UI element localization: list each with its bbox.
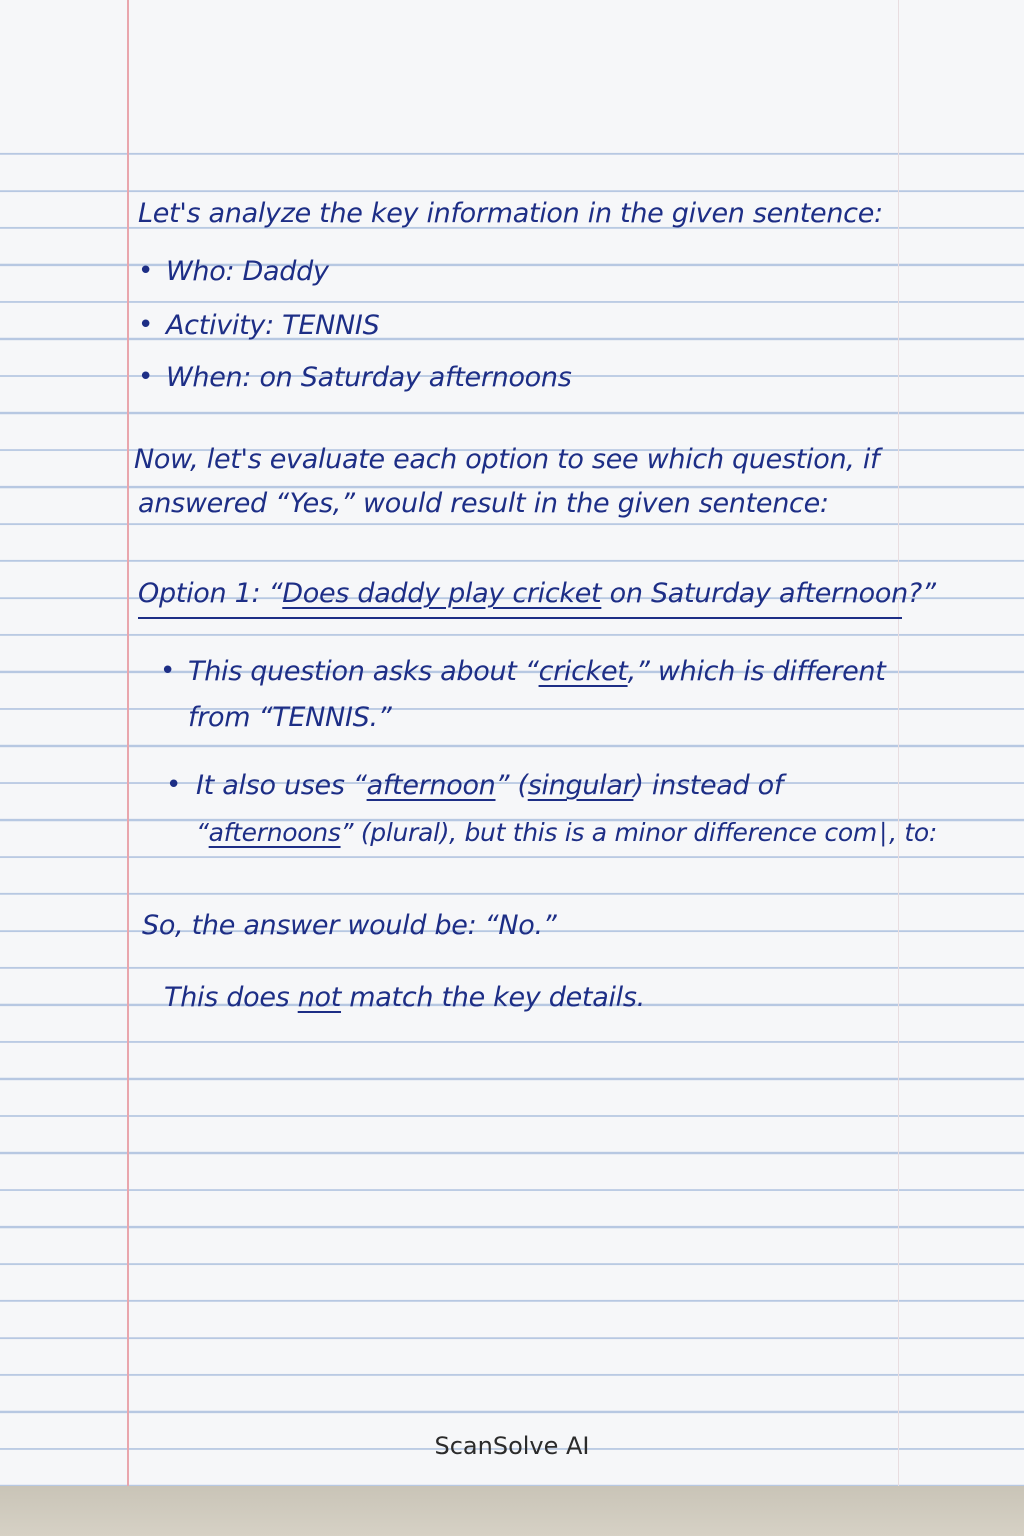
- key-info-label: When: [166, 362, 243, 393]
- option-question-main: Does daddy play cricket: [282, 578, 602, 609]
- analysis-bullet-1: [188, 656, 886, 687]
- analysis-underlined-word: cricket: [538, 656, 628, 687]
- analysis-text: It also uses “: [196, 770, 367, 801]
- evaluate-text-line1: Now, let's evaluate each option to see which question, if: [134, 444, 880, 475]
- analysis-text: “: [196, 818, 209, 847]
- key-info-who: Who: Daddy: [166, 256, 329, 287]
- key-info-label: Who: [166, 256, 226, 287]
- conclusion-text: So, the answer would be: “No.”: [142, 910, 557, 941]
- analysis-text: ) instead of: [633, 770, 784, 801]
- bullet-icon: •: [138, 256, 154, 286]
- analysis-text: This question asks about “: [188, 656, 539, 687]
- mismatch-pre: This does: [164, 982, 298, 1013]
- key-info-value: on Saturday afternoons: [259, 362, 572, 393]
- key-info-value: Daddy: [242, 256, 329, 287]
- option-heading: [138, 578, 936, 609]
- analysis-underlined-word: afternoons: [208, 818, 341, 847]
- option-question-rest: on Saturday afternoon?”: [609, 578, 936, 609]
- intro-text: Let's analyze the key information in the given sentence:: [138, 198, 883, 229]
- analysis-text: ” (: [495, 770, 528, 801]
- mismatch-post: match the key details.: [341, 982, 645, 1013]
- analysis-underlined-word: afternoon: [366, 770, 496, 801]
- bullet-icon: •: [138, 310, 154, 340]
- evaluate-text-line2: answered “Yes,” would result in the given sentence:: [138, 488, 829, 519]
- mismatch-underlined-word: not: [297, 982, 342, 1013]
- bullet-icon: •: [160, 656, 176, 686]
- bullet-icon: •: [138, 362, 154, 392]
- analysis-bullet-1-line2: from “TENNIS.”: [188, 702, 392, 733]
- key-info-label: Activity: [166, 310, 266, 341]
- option-underline: [138, 617, 902, 619]
- analysis-underlined-word: singular: [527, 770, 634, 801]
- page-header-area: [0, 0, 1024, 150]
- analysis-text: ,” which is different: [627, 656, 886, 687]
- key-info-value: TENNIS: [282, 310, 380, 341]
- option-prefix: Option 1:: [138, 578, 261, 609]
- mismatch-text: [164, 982, 645, 1013]
- key-info-activity: Activity: TENNIS: [166, 310, 380, 341]
- option-open-quote: “: [268, 578, 283, 609]
- right-rule: [898, 0, 899, 1486]
- analysis-bullet-2-line2: [196, 818, 937, 847]
- margin-line: [127, 0, 129, 1486]
- footer-watermark: ScanSolve AI: [434, 1432, 590, 1460]
- background-surface: [0, 1486, 1024, 1536]
- analysis-bullet-2: [196, 770, 783, 801]
- analysis-text: ” (plural), but this is a minor difference com∣, to:: [340, 818, 938, 847]
- bullet-icon: •: [166, 770, 182, 800]
- key-info-when: When: on Saturday afternoons: [166, 362, 572, 393]
